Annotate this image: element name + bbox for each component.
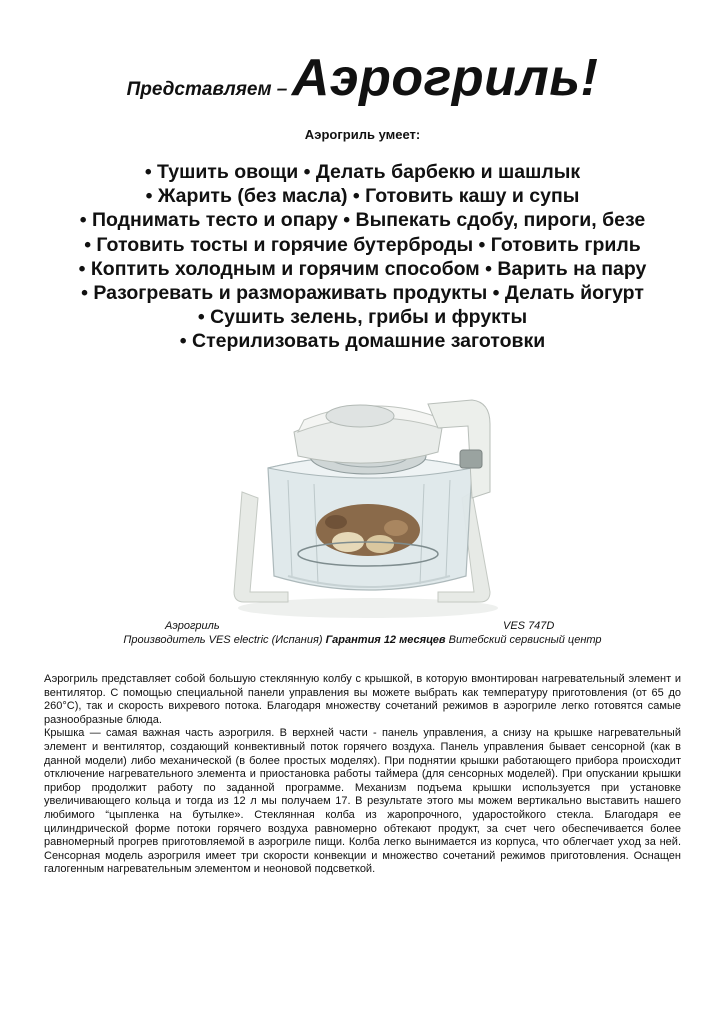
- page-title: Аэрогриль!: [291, 49, 599, 107]
- food-shape: [325, 515, 347, 529]
- feature-line: • Разогревать и размораживать продукты • Делать йогурт: [81, 282, 644, 305]
- description-text: [44, 673, 681, 877]
- food-shape: [366, 535, 394, 553]
- caption-warranty: Гарантия 12 месяцев: [325, 634, 446, 646]
- headline-prefix: Представляем –: [126, 79, 288, 100]
- feature-line: • Готовить тосты и горячие бутерброды • Готовить гриль: [84, 233, 641, 256]
- page-subtitle: Аэрогриль умеет:: [304, 127, 421, 142]
- paragraph: Крышка — самая важная часть аэрогриля. В верхней части - панель управления, а снизу на крышке нагревательный элемент и вентилятор, создающий конвективный поток горячего воздуха. Панель управления бывает сенсорной (как в данной модели) либо механической (в более простых моделях). При поднятии крышки работающего прибора происходит отключение нагревательного элемента и приостановка работы таймера (для сенсорных моделей). При опускании крышки прибор продолжит работу по заданной программе. Механизм подъема крышки используется при установке увеличивающего кольца и тогда из 12 л мы получаем 17. В результате этого мы можем вертикально выставить нашего любимого “цыпленка на бутылке». Стеклянная колба из жаропрочного, ударостойкого стекла. Благодаря ее цилиндрической форме потоки горячего воздуха равномерно обтекают продукт, за счет чего обеспечивается более равномерный прогрев приготовляемой в аэрогриле пищи. Колба легко вынимается из корпуса, что облегчает уход за ней. Сенсорная модель аэрогриля имеет три скорости конвекции и множество сочетаний режимов приготовления. Оснащен галогенным нагревательным элементом и неоновой подсветкой.: [44, 727, 681, 876]
- feature-line: • Стерилизовать домашние заготовки: [179, 330, 546, 353]
- caption-model: VES 747D: [503, 620, 555, 632]
- caption-product: Аэрогриль: [165, 620, 220, 632]
- feature-line: • Жарить (без масла) • Готовить кашу и супы: [145, 185, 580, 208]
- caption-service: Витебский сервисный центр: [448, 634, 602, 646]
- page-headline: [0, 48, 725, 108]
- food-shape: [384, 520, 408, 536]
- feature-line: • Сушить зелень, грибы и фрукты: [197, 306, 528, 329]
- caption-details: [0, 634, 725, 646]
- control-panel: [326, 405, 394, 427]
- feature-line: • Тушить овощи • Делать барбекю и шашлык: [144, 161, 581, 183]
- feature-line: • Поднимать тесто и опару • Выпекать сдобу, пироги, безе: [79, 209, 646, 232]
- feature-list: [0, 160, 725, 354]
- product-photo: [228, 380, 518, 620]
- feature-line: • Коптить холодным и горячим способом • Варить на пару: [78, 257, 647, 280]
- paragraph: Аэрогриль представляет собой большую стеклянную колбу с крышкой, в которую вмонтирован нагревательный элемент и вентилятор. С помощью специальной панели управления вы можете выбрать как температуру приготовления (от 65 до 260°С), так и скорость вихревого потока. Благодаря множеству сочетаний режимов в аэрогриле легко готовятся самые разнообразные блюда.: [44, 673, 681, 726]
- caption-maker: Производитель VES electric (Испания): [123, 634, 323, 646]
- arm-joint: [460, 450, 482, 468]
